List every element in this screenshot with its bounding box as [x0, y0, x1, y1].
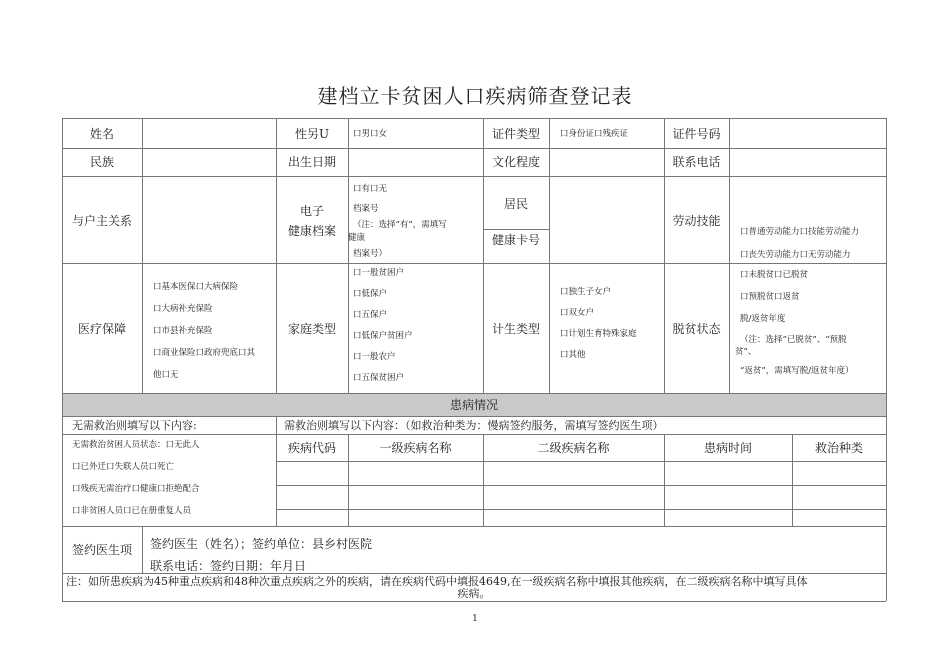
col-rescue-type: 救治种类: [814, 441, 863, 455]
medical-option[interactable]: 口基本医保口大病保险: [153, 282, 239, 292]
table-border-left: [62, 118, 63, 601]
name-label: 姓名: [89, 127, 114, 141]
row-divider: [62, 416, 886, 417]
page-title: 建档立卡贫困人口疾病筛查登记表: [317, 84, 633, 108]
planning-option[interactable]: 口其他: [560, 350, 586, 360]
status-option[interactable]: 无需救治贫困人员状态：口无此人: [72, 440, 200, 450]
footnote: 注：如所患疾病为45种重点疾病和48种次重点疾病之外的疾病，请在疾病代码中填报4649,在一级疾病名称中填报其他疾病，在二级疾病名称中填写具体: [66, 575, 808, 588]
registration-form-table: [62, 118, 886, 601]
ehr-note: 健康: [348, 233, 366, 243]
col-divider: [348, 118, 349, 393]
ethnicity-label: 民族: [89, 155, 114, 169]
labor-skill-options[interactable]: 口普通劳动能力口技能劳动能力: [740, 227, 860, 237]
planning-option[interactable]: 口计划生育特殊家庭: [560, 329, 637, 339]
medical-option[interactable]: 口商业保险口政府兜底口其: [153, 348, 256, 358]
birth-date-label: 出生日期: [287, 155, 336, 169]
row-divider: [62, 573, 886, 574]
col-divider: [549, 118, 550, 393]
col-illness-time: 患病时间: [703, 441, 752, 455]
row-divider: [62, 434, 886, 435]
ehr-label: 健康档案: [287, 224, 336, 238]
id-type-options[interactable]: 口身份证口残疾证: [560, 129, 629, 139]
family-option[interactable]: 口低保户贫困户: [353, 331, 413, 341]
family-option[interactable]: 口一般农户: [353, 352, 396, 362]
medical-option[interactable]: 口市县补充保险: [153, 326, 213, 336]
doctor-contact: 联系电话：签约日期：年月日: [150, 559, 307, 573]
row-divider: [62, 176, 886, 177]
doctor-label: 签约医生项: [71, 543, 132, 557]
id-number-label: 证件号码: [672, 127, 721, 141]
col-divider: [142, 526, 143, 573]
row-divider: [62, 526, 886, 527]
health-card-label: 健康卡号: [491, 233, 540, 247]
row-divider: [62, 263, 886, 264]
footnote-cont: 疾病。: [457, 587, 491, 600]
poverty-note: 贫”、: [735, 347, 757, 357]
row-divider: [62, 393, 886, 394]
education-label: 文化程度: [491, 155, 540, 169]
poverty-option[interactable]: 口预脱贫口返贫: [740, 292, 800, 302]
poverty-year-label: 脱/返贫年度: [740, 314, 786, 324]
poverty-option[interactable]: 口未脱贫口已脱贫: [740, 270, 809, 280]
table-border-top: [62, 118, 886, 119]
disease-row-divider: [276, 461, 886, 462]
status-option[interactable]: 口非贫困人员口已在册重复人员: [72, 506, 192, 516]
gender-options[interactable]: 口男口女: [353, 129, 388, 139]
planning-option[interactable]: 口双女户: [560, 308, 595, 318]
table-border-right: [886, 118, 887, 601]
poverty-status-label: 脱贫状态: [672, 322, 721, 336]
family-option[interactable]: 口一般贫困户: [353, 268, 405, 278]
doctor-info: 签约医生（姓名）；签约单位：县乡村医院: [150, 537, 373, 551]
medical-option[interactable]: 他口无: [153, 370, 179, 380]
family-option[interactable]: 口五保户: [353, 310, 388, 320]
labor-skill-label: 劳动技能: [672, 214, 721, 228]
col-divider: [276, 416, 277, 526]
planning-option[interactable]: 口独生子女户: [560, 287, 612, 297]
col-primary-disease: 一级疾病名称: [379, 441, 452, 455]
family-planning-label: 计生类型: [491, 322, 540, 336]
labor-skill-options[interactable]: 口丧失劳动能力口无劳动能力: [740, 250, 851, 260]
resident-label: 居民: [503, 197, 528, 211]
medical-security-label: 医疗保障: [77, 322, 126, 336]
status-option[interactable]: 口残疾无需治疗口健康口拒绝配合: [72, 484, 200, 494]
relation-label: 与户主关系: [71, 214, 132, 228]
table-border-bottom: [62, 601, 886, 602]
col-secondary-disease: 二级疾病名称: [537, 441, 610, 455]
col-divider: [142, 118, 143, 393]
ehr-option[interactable]: 口有口无: [353, 184, 388, 194]
family-option[interactable]: 口低保户: [353, 289, 388, 299]
need-rescue-instruction: 需救治则填写以下内容：（如救治种类为：慢病签约服务，需填写签约医生项）: [284, 419, 664, 432]
resident-cell-divider: [483, 229, 549, 230]
no-rescue-instruction: 无需救治则填写以下内容:: [72, 419, 197, 432]
poverty-note: “返贫”，需填写脱/返贫年度）: [740, 366, 854, 376]
status-option[interactable]: 口已外迁口失联人员口死亡: [72, 462, 175, 472]
phone-label: 联系电话: [672, 155, 721, 169]
ehr-number-label: 档案号: [353, 204, 379, 214]
poverty-note: （注：选择“已脱贫”、“预脱: [740, 335, 847, 345]
ehr-note: 档案号）: [353, 249, 388, 259]
family-type-label: 家庭类型: [287, 322, 336, 336]
disease-row-divider: [276, 509, 886, 510]
ehr-label: 电子: [299, 204, 324, 218]
disease-row-divider: [276, 485, 886, 486]
family-option[interactable]: 口五保贫困户: [353, 373, 405, 383]
col-disease-code: 疾病代码: [287, 441, 336, 455]
illness-section-heading: 患病情况: [449, 398, 498, 412]
id-type-label: 证件类型: [491, 127, 540, 141]
gender-label: 性另U: [294, 127, 330, 141]
ehr-note: （注：选择“有”，需填写: [353, 220, 447, 230]
medical-option[interactable]: 口大病补充保险: [153, 304, 213, 314]
page-number: 1: [472, 614, 478, 624]
row-divider: [62, 148, 886, 149]
col-divider: [729, 118, 730, 393]
